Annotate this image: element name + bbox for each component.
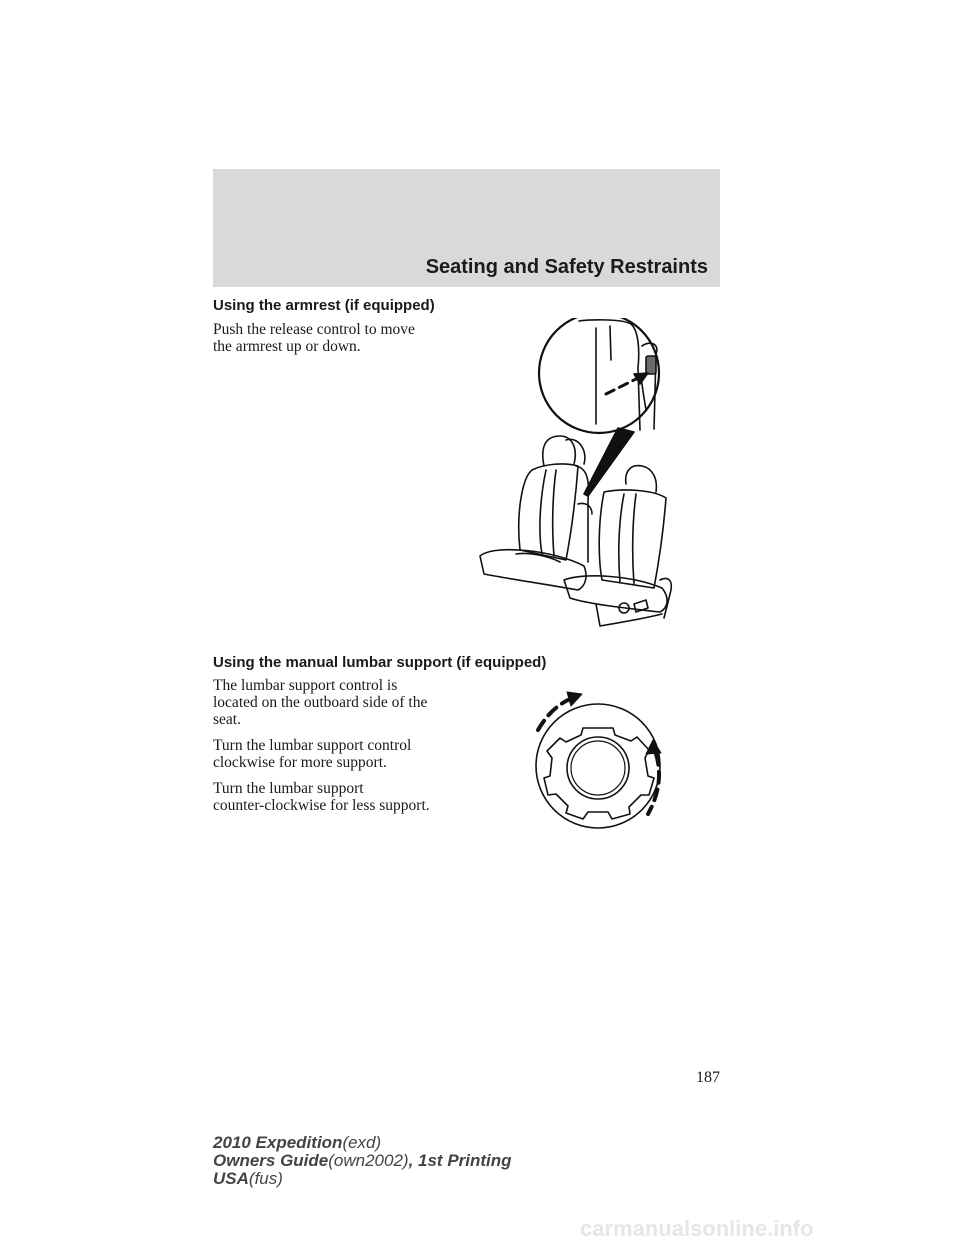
page-number: 187 — [696, 1069, 720, 1086]
footer-model: 2010 Expedition — [213, 1133, 343, 1152]
section-header-band — [213, 169, 720, 287]
footer-market-code: (fus) — [248, 1169, 283, 1188]
footer-line-1 — [213, 1134, 512, 1152]
armrest-heading: Using the armrest (if equipped) — [213, 297, 435, 314]
lumbar-paragraph-clockwise — [213, 737, 475, 771]
text-line: located on the outboard side of the — [213, 694, 428, 711]
lumbar-paragraph-counterclockwise — [213, 780, 475, 814]
footer-line-2 — [213, 1152, 512, 1170]
footer-model-code: (exd) — [342, 1133, 382, 1152]
text-line: Turn the lumbar support control — [213, 737, 412, 754]
text-line: Turn the lumbar support — [213, 780, 364, 797]
lumbar-knob-illustration — [528, 688, 678, 838]
footer-guide-code: (own2002) — [328, 1151, 409, 1170]
armrest-paragraph — [213, 321, 475, 355]
text-line: The lumbar support control is — [213, 677, 398, 694]
text-line: the armrest up or down. — [213, 338, 361, 355]
document-footer — [213, 1134, 512, 1188]
text-line: Push the release control to move — [213, 321, 415, 338]
watermark: carmanualsonline.info — [580, 1216, 814, 1241]
armrest-release-illustration — [474, 318, 684, 634]
footer-market: USA — [213, 1169, 249, 1188]
text-line: counter-clockwise for less support. — [213, 797, 430, 814]
lumbar-paragraph-location — [213, 677, 475, 728]
text-line: clockwise for more support. — [213, 754, 387, 771]
text-line: seat. — [213, 711, 241, 728]
footer-guide: Owners Guide — [213, 1151, 329, 1170]
lumbar-heading: Using the manual lumbar support (if equipped) — [213, 654, 547, 671]
footer-printing: , 1st Printing — [408, 1151, 512, 1170]
footer-line-3 — [213, 1170, 512, 1188]
section-title: Seating and Safety Restraints — [425, 256, 708, 278]
